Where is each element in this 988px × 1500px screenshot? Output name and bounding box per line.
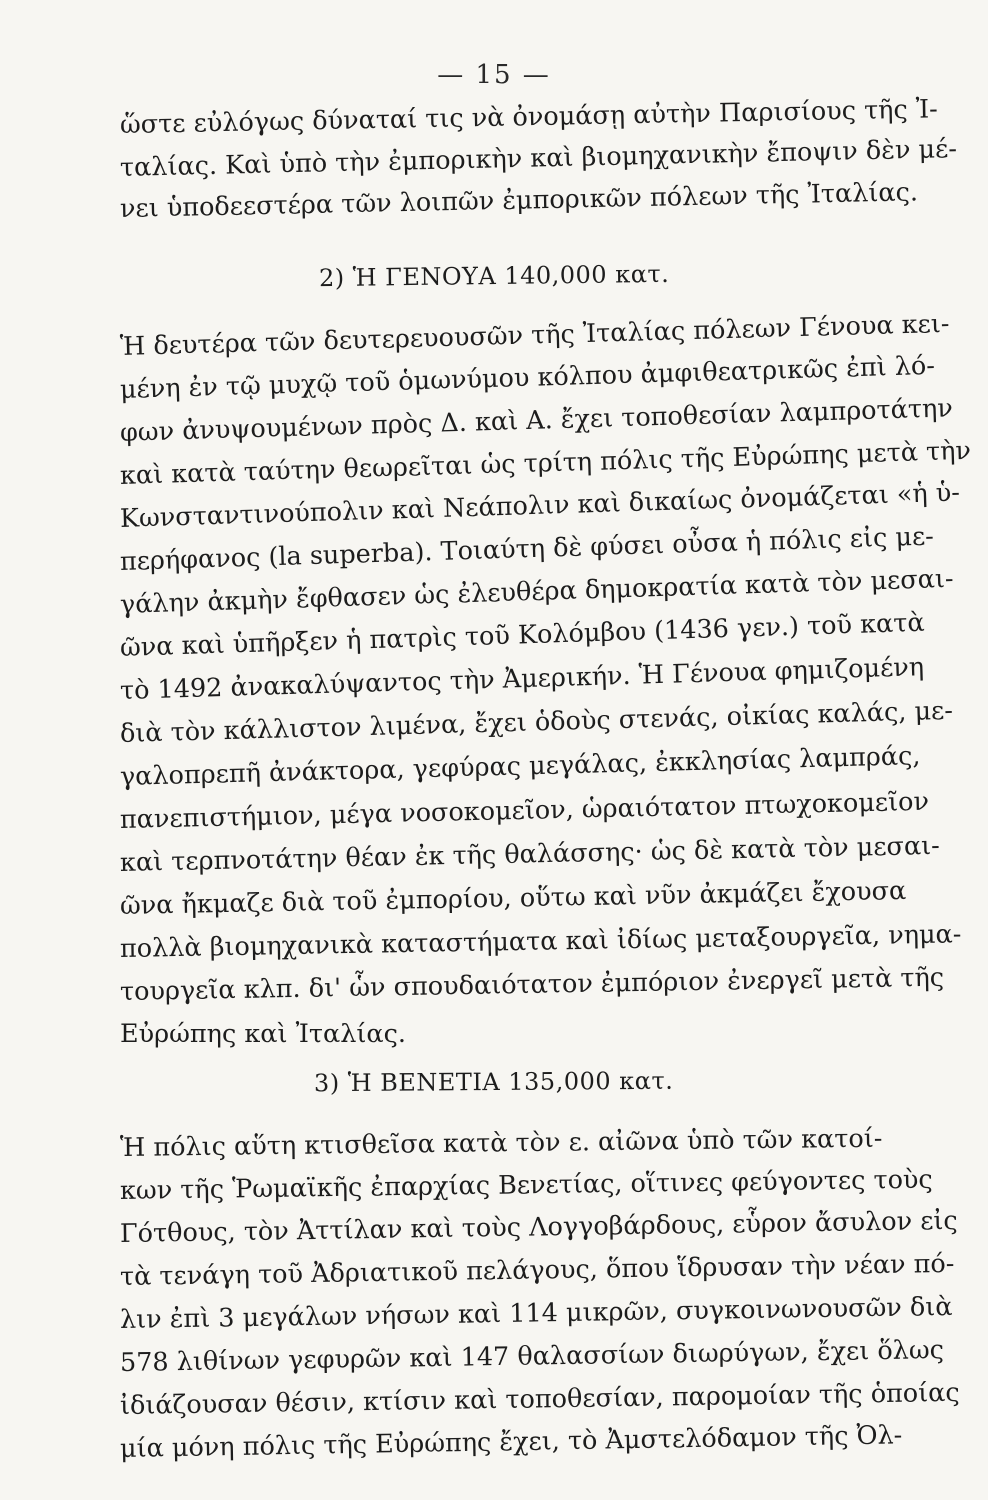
text-line: μένη ἐν τῷ μυχῷ τοῦ ὁμωνύμου κόλπου ἀμφιθεατρικῶς ἐπὶ λό- — [119, 350, 936, 405]
text-line: λιν ἐπὶ 3 μεγάλων νήσων καὶ 114 μικρῶν, συγκοινωνουσῶν διὰ — [119, 1291, 953, 1335]
text-line: τὸ 1492 ἀνακαλύψαντος τὴν Ἀμερικήν. Ἡ Γένουα φημιζομένη — [119, 652, 925, 706]
text-line: τουργεῖα κλπ. δι' ὧν σπουδαιότατον ἐμπόριον ἐνεργεῖ μετὰ τῆς — [119, 962, 945, 1007]
text-line: Κωνσταντινούπολιν καὶ Νεάπολιν καὶ δικαίως ὀνομάζεται «ἡ ὑ- — [119, 477, 961, 534]
text-line: Γότθους, τὸν Ἀττίλαν καὶ τοὺς Λογγοβάρδους, εὗρον ἄσυλον εἰς — [119, 1205, 958, 1249]
text-line: πολλὰ βιομηχανικὰ καταστήματα καὶ ἰδίως μεταξουργεῖα, νημα- — [119, 919, 962, 964]
section-heading-genoa-text: 2) Ἡ ΓΕΝΟΥΑ 140,000 κατ. — [318, 259, 670, 293]
text-line: γάλην ἀκμὴν ἔφθασεν ὡς ἐλευθέρα δημοκρατία κατὰ τὸν μεσαι- — [119, 563, 954, 620]
text-line: περήφανος (la superba). Τοιαύτη δὲ φύσει οὖσα ἡ πόλις εἰς με- — [119, 521, 935, 577]
text-line: ὥστε εὐλόγως δύναταί τις νὰ ὀνομάσῃ αὐτὴν Παρισίους τῆς Ἰ- — [119, 94, 938, 140]
text-line: 578 λιθίνων γεφυρῶν καὶ 147 θαλασσίων διωρύγων, ἔχει ὅλως — [119, 1335, 945, 1378]
text-line: ῶνα ἤκμαζε διὰ τοῦ ἐμπορίου, οὕτω καὶ νῦν ἀκμάζει ἔχουσα — [119, 875, 907, 921]
text-line: καὶ τερπνοτάτην θέαν ἐκ τῆς θαλάσσης· ὡς δὲ κατὰ τὸν μεσαι- — [119, 830, 941, 878]
text-line: νει ὑποδεεστέρα τῶν λοιπῶν ἐμπορικῶν πόλεων τῆς Ἰταλίας. — [119, 177, 919, 224]
text-line: Ἡ πόλις αὕτη κτισθεῖσα κατὰ τὸν ε. αἰῶνα ὑπὸ τῶν κατοί- — [119, 1123, 883, 1163]
text-line: πανεπιστήμιον, μέγα νοσοκομεῖον, ὡραιότατον πτωχοκομεῖον — [119, 786, 930, 835]
text-line: γαλοπρεπῆ ἀνάκτορα, γεφύρας μεγάλας, ἐκκλησίας λαμπράς, — [119, 741, 921, 792]
text-line: κων τῆς Ῥωμαϊκῆς ἐπαρχίας Βενετίας, οἵτινες φεύγοντες τοὺς — [119, 1164, 933, 1206]
text-line: ταλίας. Καὶ ὑπὸ τὴν ἐμπορικὴν καὶ βιομηχανικὴν ἔποψιν δὲν μέ- — [119, 134, 958, 183]
section-heading-venice-text: 3) Ἡ ΒΕΝΕΤΙΑ 135,000 κατ. — [314, 1066, 674, 1098]
text-line: ῶνα καὶ ὑπῆρξεν ἡ πατρὶς τοῦ Κολόμβου (1436 γεν.) τοῦ κατὰ — [119, 607, 926, 663]
text-line: διὰ τὸν κάλλιστον λιμένα, ἔχει ὁδοὺς στενάς, οἰκίας καλάς, με- — [119, 695, 954, 749]
text-line: Ἡ δευτέρα τῶν δευτερευουσῶν τῆς Ἰταλίας πόλεων Γένουα κει- — [119, 308, 950, 362]
text-line: καὶ κατὰ ταύτην θεωρεῖται ὡς τρίτη πόλις τῆς Εὐρώπης μετὰ τὴν — [119, 435, 972, 491]
text-line: τὰ τενάγη τοῦ Ἀδριατικοῦ πελάγους, ὅπου ἵδρυσαν τὴν νέαν πό- — [119, 1248, 955, 1292]
section-heading-venice — [0, 1068, 988, 1096]
text-line: μία μόνη πόλις τῆς Εὐρώπης ἔχει, τὸ Ἀμστελόδαμον τῆς Ὀλ- — [119, 1420, 903, 1464]
text-line: ἰδιάζουσαν θέσιν, κτίσιν καὶ τοποθεσίαν, παρομοίαν τῆς ὁποίας — [119, 1377, 960, 1421]
text-line: Εὐρώπης καὶ Ἰταλίας. — [120, 1019, 406, 1049]
text-line: φων ἀνυψουμένων πρὸς Δ. καὶ Α. ἔχει τοποθεσίαν λαμπροτάτην — [119, 393, 954, 448]
section-heading-genoa — [0, 259, 988, 293]
page-number: — 15 — — [437, 60, 551, 90]
